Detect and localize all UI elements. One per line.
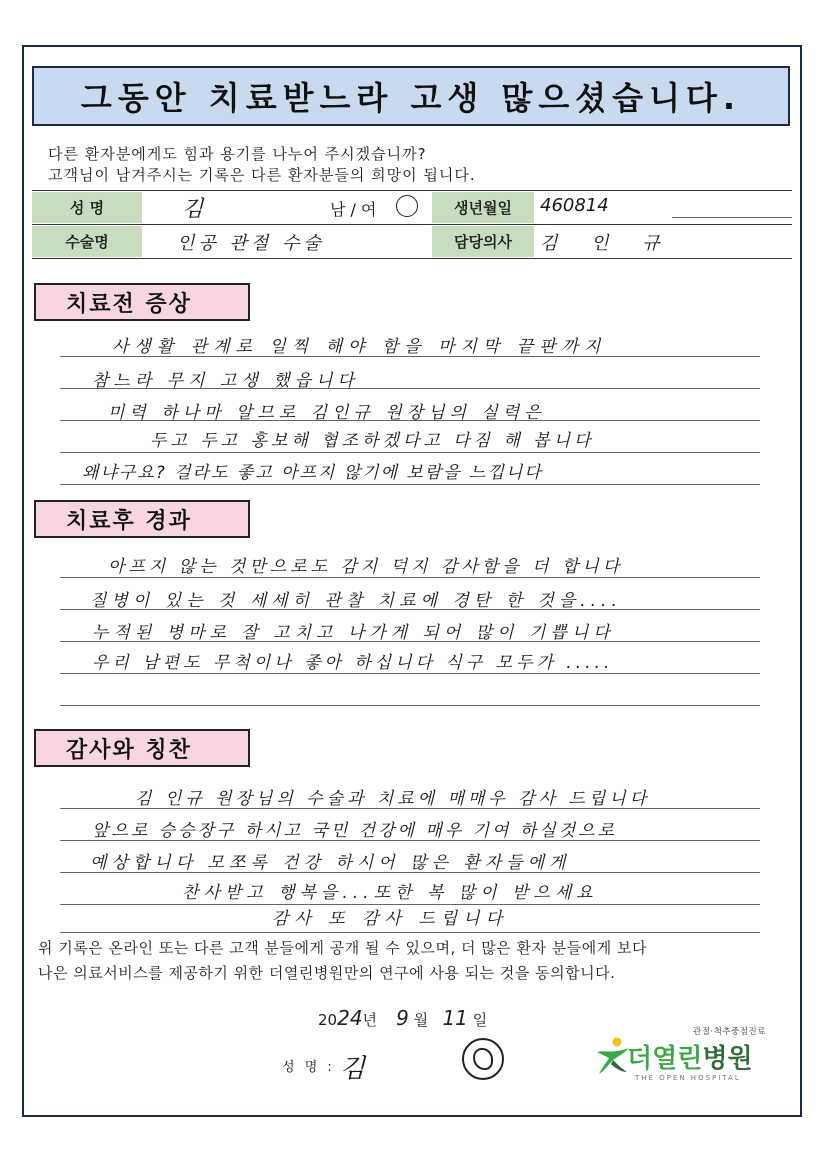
- after-line-2: 질병이 있는 것 세세히 관찰 치료에 경탄 한 것을....: [90, 591, 622, 611]
- before-line-3: 미력 하나마 알므로 김인규 원장님의 실력은: [108, 403, 546, 423]
- consent-line-1: 위 기록은 온라인 또는 다른 고객 분들에게 공개 될 수 있으며, 더 많은 환자 분들에게 보다: [38, 939, 647, 957]
- thanks-line-2: 앞으로 승승장구 하시고 국민 건강에 매우 기여 하실것으로: [92, 821, 617, 841]
- logo-name: [627, 1038, 753, 1075]
- month-handwritten: 9: [396, 1006, 409, 1030]
- writing-line: [60, 577, 760, 578]
- info-row-1: [32, 190, 792, 225]
- section-header-thanks: 감사와 칭찬: [34, 729, 250, 767]
- date-line: [318, 1006, 487, 1030]
- birth-label: 생년월일: [432, 192, 534, 223]
- doctor-value: 김 인 규: [540, 233, 674, 254]
- surgery-value: 인공 관절 수술: [177, 233, 325, 254]
- logo-subtitle: THE OPEN HOSPITAL: [635, 1074, 741, 1082]
- after-line-3: 누적된 병마로 잘 고치고 나가게 되어 많이 기쁩니다: [92, 623, 615, 643]
- writing-line: [60, 673, 760, 674]
- thanks-line-4: 찬사받고 행복을...또한 복 많이 받으세요: [182, 883, 598, 903]
- after-line-1: 아프지 않는 것만으로도 감지 덕지 감사함을 더 합니다: [108, 557, 624, 577]
- gender-value: 남 / 여: [330, 200, 377, 219]
- before-line-4: 두고 두고 홍보해 협조하겠다고 다짐 해 봅니다: [150, 431, 595, 451]
- info-row-2: [32, 225, 792, 259]
- month-label: 월: [413, 1011, 429, 1029]
- year-prefix: 20: [318, 1011, 338, 1029]
- birth-extra-line: [672, 217, 792, 218]
- name-label: 성 명: [32, 192, 142, 223]
- thanks-line-5: 감사 또 감사 드립니다: [272, 909, 509, 929]
- day-handwritten: 11: [442, 1006, 468, 1030]
- patient-info-table: [32, 190, 792, 259]
- section-header-after: 치료후 경과: [34, 500, 250, 538]
- intro-line-1: 다른 환자분에게도 힘과 용기를 나누어 주시겠습니까?: [48, 145, 427, 163]
- before-line-5: 왜냐구요? 걸라도 좋고 아프지 않기에 보람을 느낍니다: [82, 463, 543, 483]
- hospital-mark-icon: [595, 1036, 631, 1076]
- form-title: 그동안 치료받느라 고생 많으셨습니다.: [32, 66, 790, 126]
- signature-label: 성 명 :: [282, 1060, 335, 1075]
- surgery-label: 수술명: [32, 226, 142, 257]
- thanks-line-1: 김 인규 원장님의 수술과 치료에 매매우 감사 드립니다: [135, 789, 651, 809]
- name-value: 김: [182, 197, 204, 222]
- year-label: 년: [362, 1011, 378, 1029]
- writing-line: [60, 484, 760, 485]
- logo-tagline: 관절·척추중점진료: [693, 1027, 766, 1037]
- hospital-logo: [595, 1024, 795, 1088]
- consent-line-2: 나은 의료서비스를 제공하기 위한 더열린병원만의 연구에 사용 되는 것을 동의합니다.: [38, 964, 616, 982]
- writing-line: [60, 932, 760, 933]
- year-handwritten: 24: [337, 1006, 363, 1030]
- logo-name-light: 더열린: [627, 1044, 703, 1074]
- before-line-2: 참느라 무지 고생 했읍니다: [92, 371, 359, 391]
- section-header-before: 치료전 증상: [34, 283, 250, 321]
- intro-line-2: 고객님이 남겨주시는 기록은 다른 환자분들의 희망이 됩니다.: [48, 166, 476, 184]
- after-line-4: 우리 남편도 무척이나 좋아 하십니다 식구 모두가 .....: [92, 653, 614, 673]
- seal-stamp-icon: [462, 1038, 504, 1080]
- writing-line: [60, 705, 760, 706]
- signature-name: 김: [340, 1054, 366, 1084]
- gender-circle-mark: [396, 195, 418, 217]
- writing-line: [60, 452, 760, 453]
- before-line-1: 사생활 관계로 일찍 해야 함을 마지막 끝판까지: [112, 337, 607, 357]
- thanks-line-3: 예상합니다 모쪼록 건강 하시어 많은 환자들에게: [90, 853, 571, 873]
- doctor-label: 담당의사: [432, 226, 534, 257]
- birth-value: 460814: [540, 195, 609, 216]
- logo-name-dark: 병원: [702, 1044, 753, 1074]
- day-label: 일: [472, 1011, 488, 1029]
